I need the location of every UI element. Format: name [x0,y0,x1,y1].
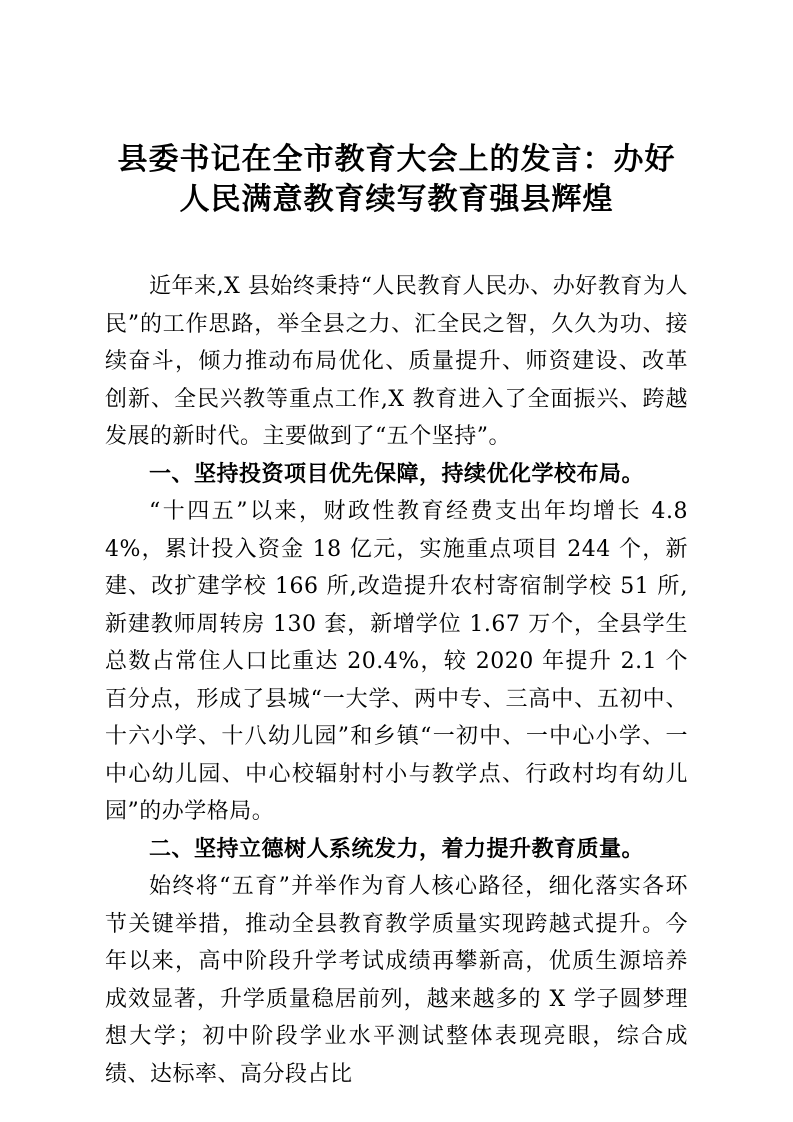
section-heading-2: 二、坚持立德树人系统发力，着力提升教育质量。 [149,835,645,862]
section-heading-1: 一、坚持投资项目优先保障，持续优化学校布局。 [149,460,645,487]
document-title: 县委书记在全市教育大会上的发言：办好人民满意教育续写教育强县辉煌 [117,142,676,217]
paragraph-intro: 近年来,X 县始终秉持“人民教育人民办、办好教育为人民”的工作思路，举全县之力、汇全民之智，久久为功、接续奋斗，倾力推动布局优化、质量提升、师资建设、改革创新、全民兴教等重点工作,X 教育进入了全面振兴、跨越发展的新时代。主要做到了“五个坚持”。 [105,274,688,449]
paragraph-section-2: 始终将“五育”并举作为育人核心路径，细化落实各环节关键举措，推动全县教育教学质量实现跨越式提升。今年以来，高中阶段升学考试成绩再攀新高，优质生源培养成效显著，升学质量稳居前列，越来越多的 X 学子圆梦理想大学；初中阶段学业水平测试整体表现亮眼，综合成绩、达标率、高分段占比 [105,874,688,1087]
paragraph-section-1: “十四五”以来，财政性教育经费支出年均增长 4.84%，累计投入资金 18 亿元，实施重点项目 244 个，新建、改扩建学校 166 所,改造提升农村寄宿制学校 51 所,新建教师周转房 130 套，新增学位 1.67 万个，全县学生总数占常住人口比重达 20.4%，较 2020 年提升 2.1 个百分点，形成了县城“一大学、两中专、三高中、五初中、十六小学、十八幼儿园”和乡镇“一初中、一中心小学、一中心幼儿园、中心校辐射村小与教学点、行政村均有幼儿园”的办学格局。 [105,499,688,824]
